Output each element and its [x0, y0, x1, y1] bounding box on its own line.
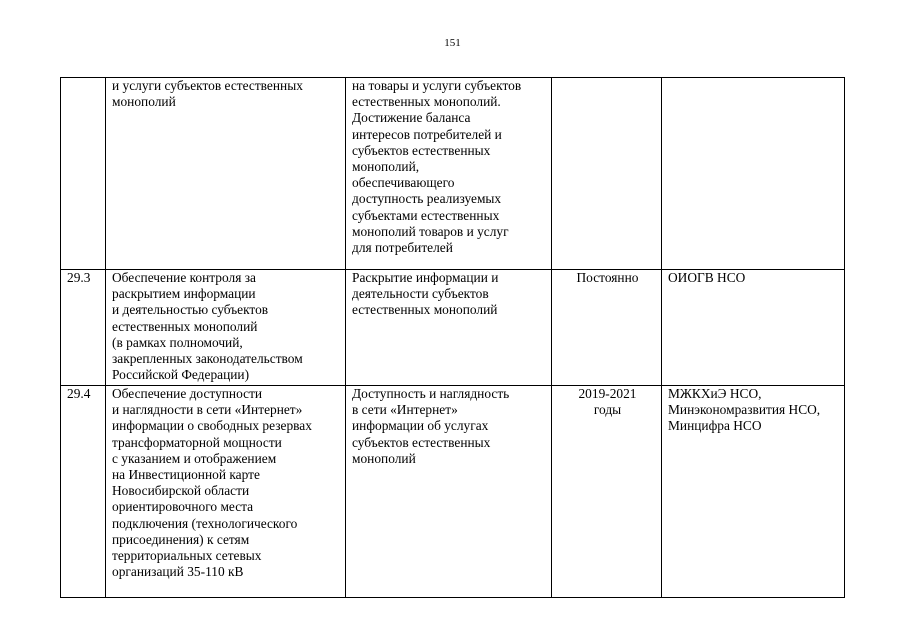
row-number: 29.3 — [61, 270, 106, 386]
event-cell: Обеспечение контроля за раскрытием информации и деятельностью субъектов естественных монополий (в рамках полномочий, закрепленных законодательством Российской Федерации) — [106, 270, 346, 386]
term-cell — [552, 78, 662, 270]
executor-cell: МЖКХиЭ НСО, Минэкономразвития НСО, Минцифра НСО — [662, 386, 845, 598]
table-row — [61, 78, 845, 270]
executor-cell: ОИОГВ НСО — [662, 270, 845, 386]
row-number — [61, 78, 106, 270]
result-cell: Раскрытие информации и деятельности субъектов естественных монополий — [346, 270, 552, 386]
result-cell: на товары и услуги субъектов естественных монополий. Достижение баланса интересов потребителей и субъектов естественных монополий, обеспечивающего доступность реализуемых субъектами естественных монополий товаров и услуг для потребителей — [346, 78, 552, 270]
term-cell: Постоянно — [552, 270, 662, 386]
event-cell: и услуги субъектов естественных монополий — [106, 78, 346, 270]
table-row — [61, 386, 845, 598]
term-cell: 2019-2021 годы — [552, 386, 662, 598]
result-cell: Доступность и наглядность в сети «Интернет» информации об услугах субъектов естественных монополий — [346, 386, 552, 598]
page-number: 151 — [444, 37, 461, 49]
table-row — [61, 270, 845, 386]
executor-cell — [662, 78, 845, 270]
event-cell: Обеспечение доступности и наглядности в сети «Интернет» информации о свободных резервах трансформаторной мощности с указанием и отображением на Инвестиционной карте Новосибирской области ориентировочного места подключения (технологического присоединения) к сетям территориальных сетевых организаций 35-110 кВ — [106, 386, 346, 598]
plan-table — [60, 77, 845, 598]
row-number: 29.4 — [61, 386, 106, 598]
